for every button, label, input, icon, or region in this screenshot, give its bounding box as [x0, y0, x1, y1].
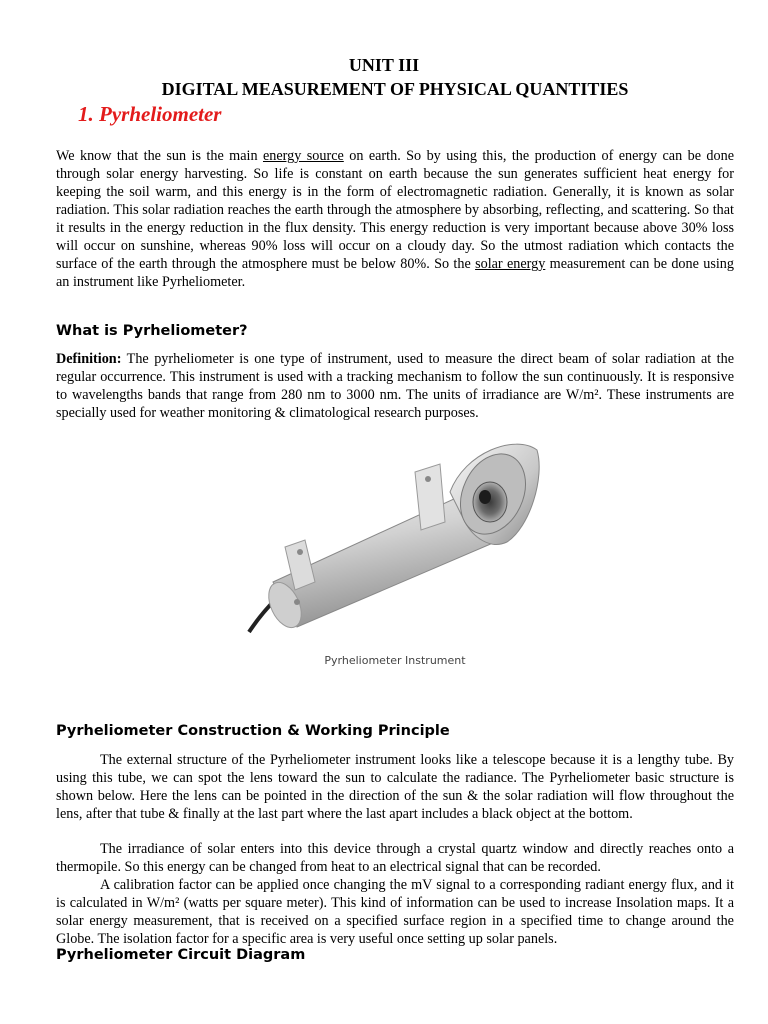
construction-paragraph-2: The irradiance of solar enters into this device through a crystal quartz window and directly reaches onto a thermopile. So this energy can be changed from heat to an electrical signal that can be recorded.	[56, 841, 734, 875]
what-is-heading: What is Pyrheliometer?	[56, 323, 248, 339]
construction-paragraph-3: A calibration factor can be applied once changing the mV signal to a corresponding radiant energy flux, and it is calculated in W/m² (watts per square meter). This kind of information can be used to increase Insolation maps. It a solar energy measurement, that is received on a specified surface region in a specified time to change around the Globe. The isolation factor for a specific area is very useful once setting up solar panels.	[56, 877, 734, 947]
intro-text-2: on earth. So by using this, the production of energy can be done through solar energy harvesting. So life is constant on earth because the sun generates sufficient heat energy for keeping the soil warm, and this energy is in the form of electromagnetic radiation. Generally, it is known as solar radiation. This solar radiation reaches the earth through the atmosphere by absorbing, reflecting, and scattering. So that it results in the energy reduction in the flux density. This energy reduction is very important because above 30% loss will occur on sunshine, whereas 90% loss will occur on a cloudy day. So the utmost radiation which contacts the surface of the earth through the atmosphere must be below 80%. So the	[56, 148, 735, 272]
definition-text: The pyrheliometer is one type of instrument, used to measure the direct beam of solar radiation at the regular occurrence. This instrument is used with a tracking mechanism to follow the sun continuously. It is responsive to wavelengths bands that range from 280 nm to 3000 nm. The units of irradiance are W/m². These instruments are specially used for weather monitoring & climatological research purposes.	[56, 351, 734, 421]
construction-paragraph-1: The external structure of the Pyrheliometer instrument looks like a telescope because it is a lengthy tube. By using this tube, we can spot the lens toward the sun to calculate the radiance. The Pyrheliometer basic structure is shown below. Here the lens can be pointed in the direction of the sun & the solar radiation will flow throughout the lens, after that tube & finally at the last part where the last apart includes a black object at the bottom.	[56, 752, 734, 822]
intro-paragraph	[56, 147, 734, 291]
intro-text-1: We know that the sun is the main	[56, 148, 263, 164]
definition-label: Definition:	[56, 351, 122, 367]
solar-energy-link[interactable]: solar energy	[475, 256, 546, 272]
figure-caption: Pyrheliometer Instrument	[324, 654, 466, 667]
unit-title: UNIT III	[348, 55, 420, 75]
section-heading-pyrheliometer: 1. Pyrheliometer	[78, 102, 222, 126]
intro-text-3: measurement can be done using an instrument like Pyrheliometer.	[56, 256, 734, 290]
energy-source-link[interactable]: energy source	[262, 148, 344, 164]
pyrheliometer-image	[245, 432, 545, 642]
construction-heading: Pyrheliometer Construction & Working Principle	[56, 723, 450, 739]
definition-paragraph	[56, 350, 734, 422]
document-subtitle: DIGITAL MEASUREMENT OF PHYSICAL QUANTITIES	[161, 79, 629, 99]
circuit-diagram-heading: Pyrheliometer Circuit Diagram	[56, 947, 306, 963]
